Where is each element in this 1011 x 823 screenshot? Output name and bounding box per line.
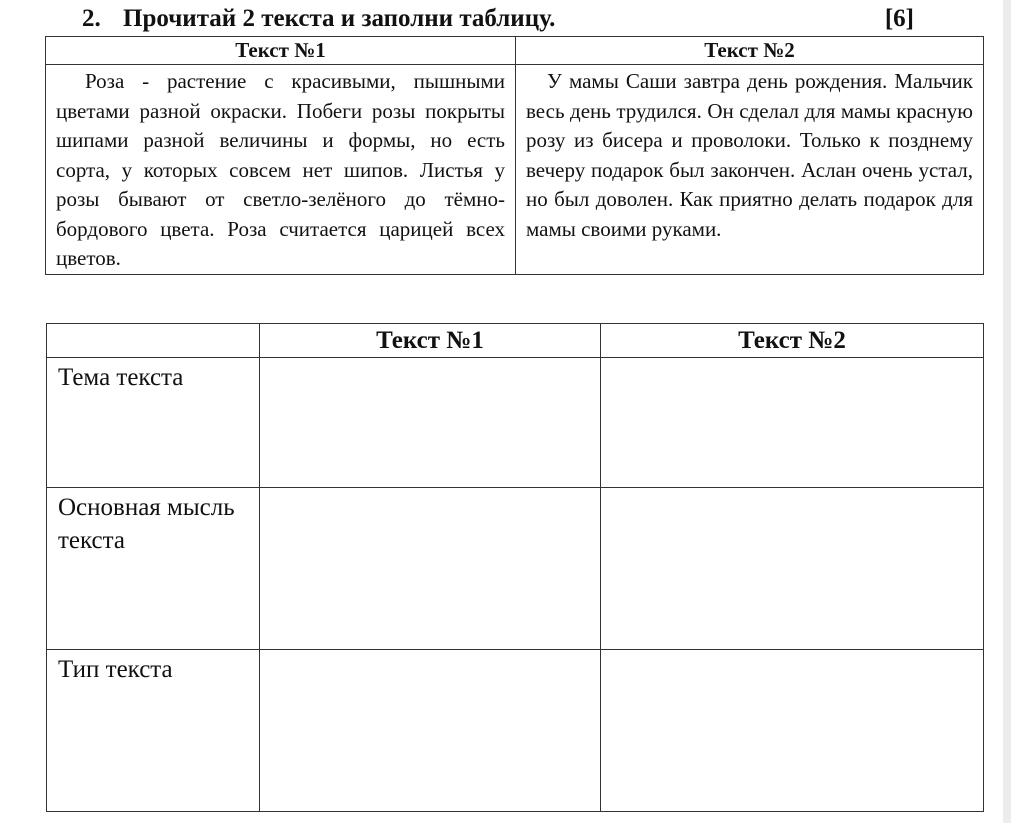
answer-text-2-header: Текст №2 <box>601 324 984 358</box>
row-label-topic: Тема текста <box>47 358 260 488</box>
answer-row-main-idea <box>47 488 984 650</box>
answer-corner-cell <box>47 324 260 358</box>
text-1-header: Текст №1 <box>46 37 516 65</box>
answer-cell-text-type-text-2[interactable] <box>601 650 984 812</box>
row-label-main-idea: Основная мысль текста <box>47 488 260 650</box>
page-edge-strip <box>1003 0 1011 823</box>
texts-table <box>45 36 984 275</box>
answer-row-topic <box>47 358 984 488</box>
answer-text-1-header: Текст №1 <box>260 324 601 358</box>
answer-table-header-row <box>47 324 984 358</box>
task-points: [6] <box>884 5 914 32</box>
text-1-passage: Роза - растение с красивыми, пышными цветами разной окраски. Побеги розы покрыты шипами разной величины и формы, но есть сорта, у которых совсем нет шипов. Листья у розы бывают от светло-зелёного до тёмно-бордового цвета. Роза считается царицей всех цветов. <box>46 65 516 275</box>
task-number: 2. <box>82 5 101 32</box>
row-label-text-type: Тип текста <box>47 650 260 812</box>
task-header <box>82 4 917 34</box>
task-title: Прочитай 2 текста и заполни таблицу. <box>123 5 556 32</box>
answer-cell-topic-text-1[interactable] <box>260 358 601 488</box>
text-2-passage: У мамы Саши завтра день рождения. Мальчик весь день трудился. Он сделал для мамы красную розу из бисера и проволоки. Только к позднему вечеру подарок был закончен. Аслан очень устал, но был доволен. Как приятно делать подарок для мамы своими руками. <box>516 65 984 275</box>
answer-table <box>46 323 984 812</box>
answer-cell-main-idea-text-2[interactable] <box>601 488 984 650</box>
answer-cell-topic-text-2[interactable] <box>601 358 984 488</box>
answer-cell-main-idea-text-1[interactable] <box>260 488 601 650</box>
answer-cell-text-type-text-1[interactable] <box>260 650 601 812</box>
texts-table-body-row <box>46 65 984 275</box>
answer-row-text-type <box>47 650 984 812</box>
text-2-header: Текст №2 <box>516 37 984 65</box>
texts-table-header-row <box>46 37 984 65</box>
